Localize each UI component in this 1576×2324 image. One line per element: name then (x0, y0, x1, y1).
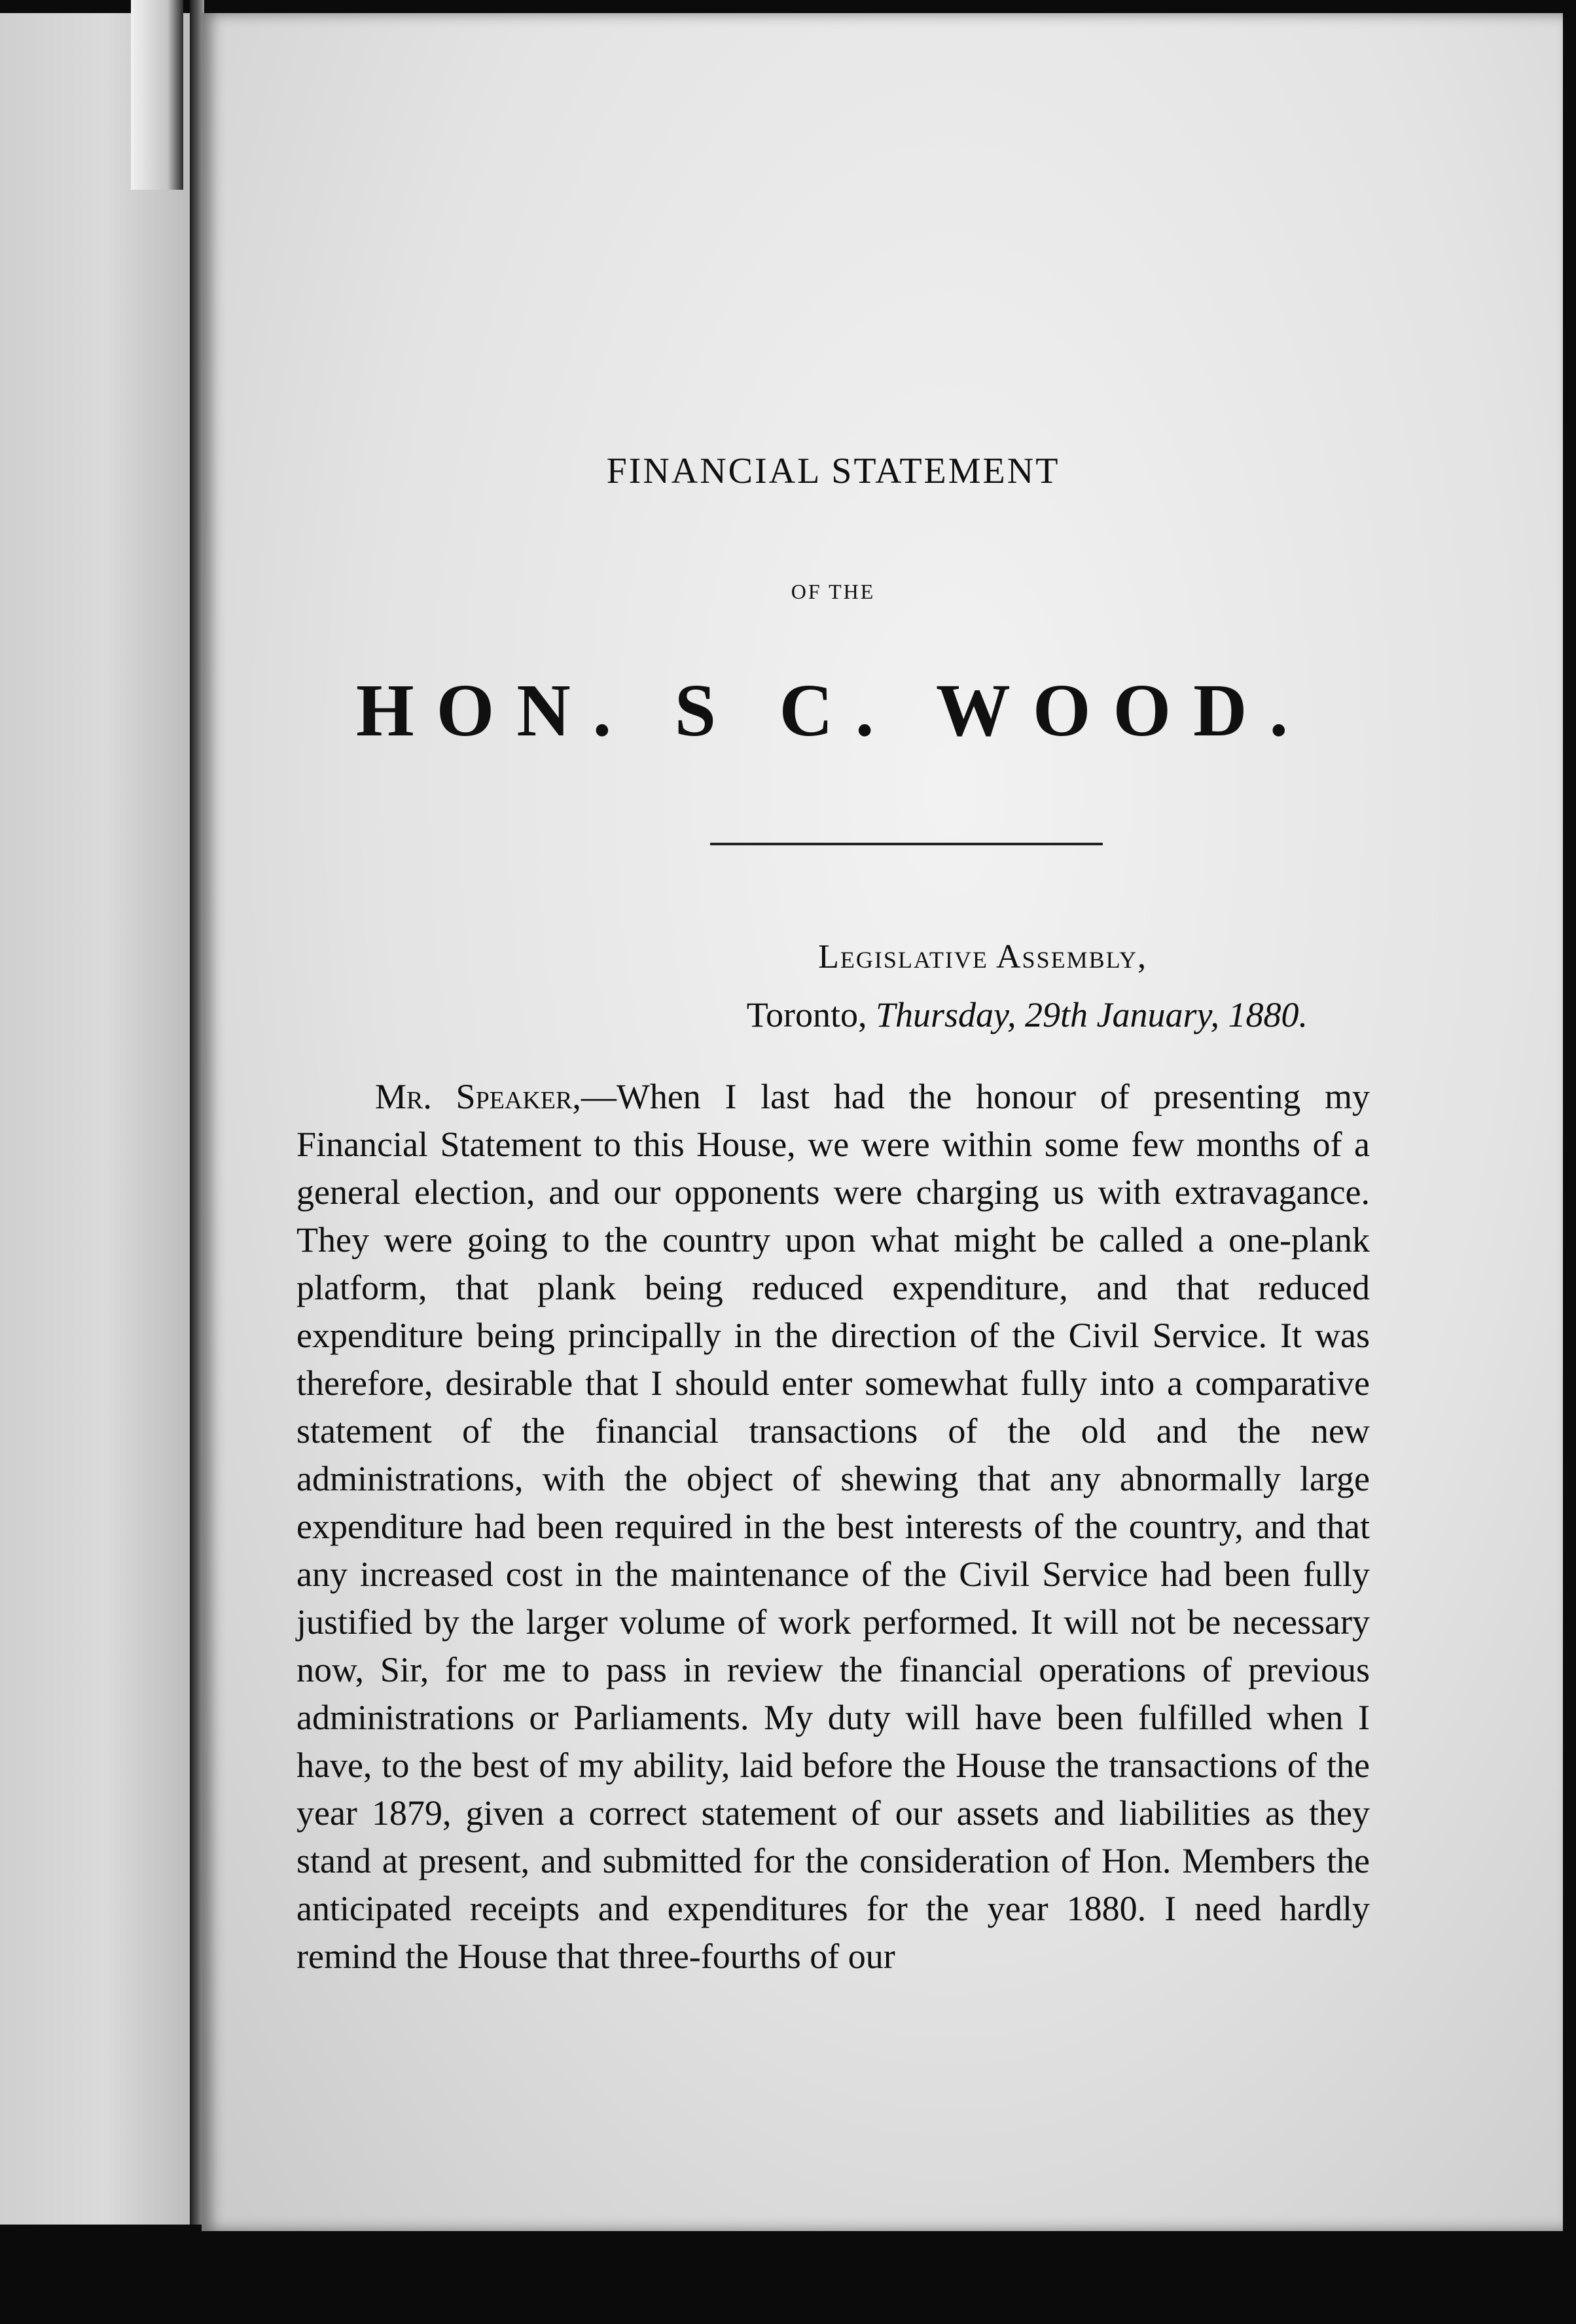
speech-paragraph (296, 1073, 1370, 1981)
divider-rule (710, 843, 1103, 845)
document-page (202, 13, 1563, 2231)
speaker-address: Mr. Speaker, (375, 1077, 581, 1116)
document-subtitle: OF THE (791, 580, 876, 603)
speech-text: —When I last had the honour of presenting my Financial Statement to this House, we were within some few months of a general election, and our opponents were charging us with extravagance. They were going to the country upon what might be called a one-plank platform, that plank being reduced expenditure, and that reduced expenditure being principally in the direction of the Civil Service. It was therefore, desirable that I should enter somewhat fully into a comparative statement of the financial transactions of the old and the new administrations, with the object of shewing that any abnormally large expenditure had been required in the best interests of the country, and that any increased cost in the maintenance of the Civil Service had been fully justified by the larger volume of work performed. It will not be necessary now, Sir, for me to pass in review the financial operations of previous administrations or Parliaments. My duty will have been fulfilled when I have, to the best of my ability, laid before the House the transactions of the year 1879, given a correct statement of our assets and liabilities as they stand at present, and submitted for the consideration of Hon. Members the anticipated receipts and expenditures for the year 1880. I need hardly remind the House that three-fourths of our (296, 1077, 1370, 1976)
speaker-name: HON. S C. WOOD. (355, 669, 1310, 752)
paper-fold (131, 0, 183, 190)
place-date-line (296, 995, 1308, 1035)
assembly-line: Legislative Assembly, (818, 938, 1147, 976)
speech-date: Thursday, 29th January, 1880. (875, 995, 1308, 1034)
text-block (296, 13, 1370, 2231)
place-name: Toronto, (746, 995, 867, 1034)
document-title: FINANCIAL STATEMENT (606, 451, 1060, 491)
